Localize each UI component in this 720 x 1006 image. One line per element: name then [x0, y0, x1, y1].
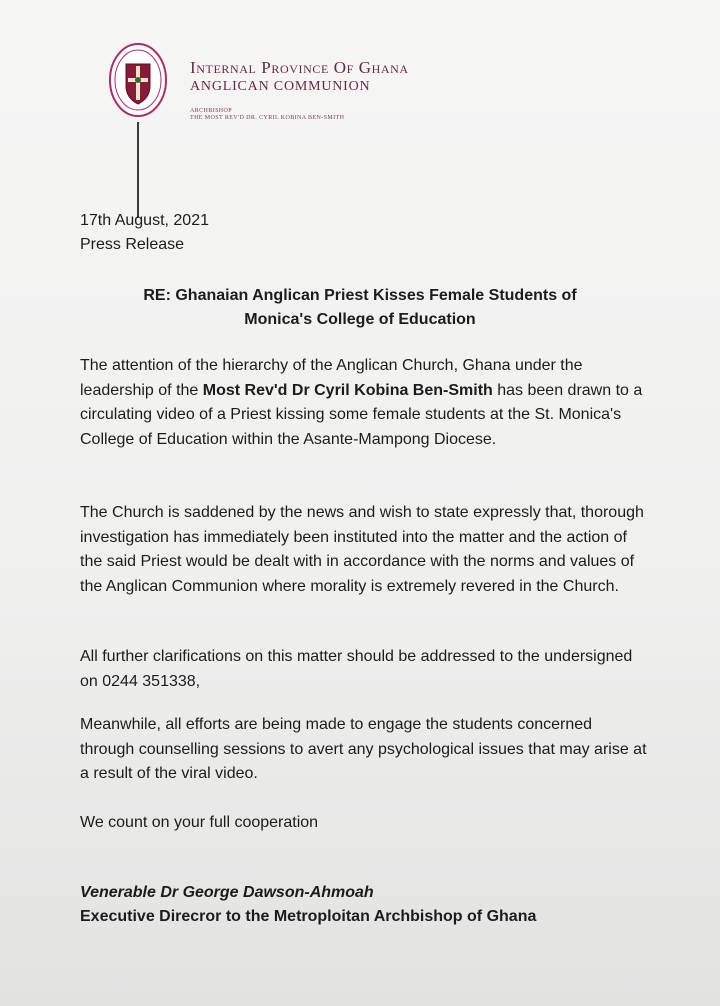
header-rule [137, 122, 139, 218]
archbishop-mention: Most Rev'd Dr Cyril Kobina Ben-Smith [202, 381, 493, 399]
document-type: Press Release [80, 236, 185, 253]
paragraph-1 [80, 354, 650, 452]
signatory-name: Venerable Dr George Dawson-Ahmoah [80, 884, 374, 901]
archbishop-title: ARCHBISHOP [190, 108, 233, 114]
letterhead [190, 58, 409, 122]
anglican-crest-icon [108, 42, 168, 118]
paragraph-2: The Church is saddened by the news and wish to state expressly that, thorough investigation has immediately been instituted into the matter and the action of the said Priest would be dealt with in accordance with the norms and values of the Anglican Communion where morality is extremely revered in the Church. [80, 504, 644, 595]
paragraph-1-end: has been drawn to a circulating video of a Priest kissing some female students at the St. Monica's College of Education within the Asante-Mampong Diocese. [80, 381, 643, 448]
org-name: Internal Province Of Ghana [190, 58, 409, 77]
signatory-title: Executive Direcror to the Metroploitan Archbishop of Ghana [80, 908, 537, 925]
paragraph-3: All further clarifications on this matter should be addressed to the undersigned on 0244 351338, [80, 648, 633, 690]
subject-line-2: Monica's College of Education [244, 311, 476, 328]
paragraph-4: Meanwhile, all efforts are being made to engage the students concerned through counselling sessions to avert any psychological issues that may arise at a result of the viral video. [80, 716, 647, 782]
archbishop-name: THE MOST REV'D DR. CYRIL KOBINA BEN-SMITH [190, 115, 345, 121]
paragraph-1-start: The attention of the hierarchy of the Anglican Church, Ghana under the leadership of the [80, 357, 583, 399]
subject-line-1: RE: Ghanaian Anglican Priest Kisses Female Students of [143, 287, 577, 304]
org-subtitle: ANGLICAN COMMUNION [190, 79, 371, 94]
subject-heading [60, 284, 660, 332]
paragraph-5: We count on your full cooperation [80, 814, 319, 831]
letter-date: 17th August, 2021 [80, 212, 209, 229]
